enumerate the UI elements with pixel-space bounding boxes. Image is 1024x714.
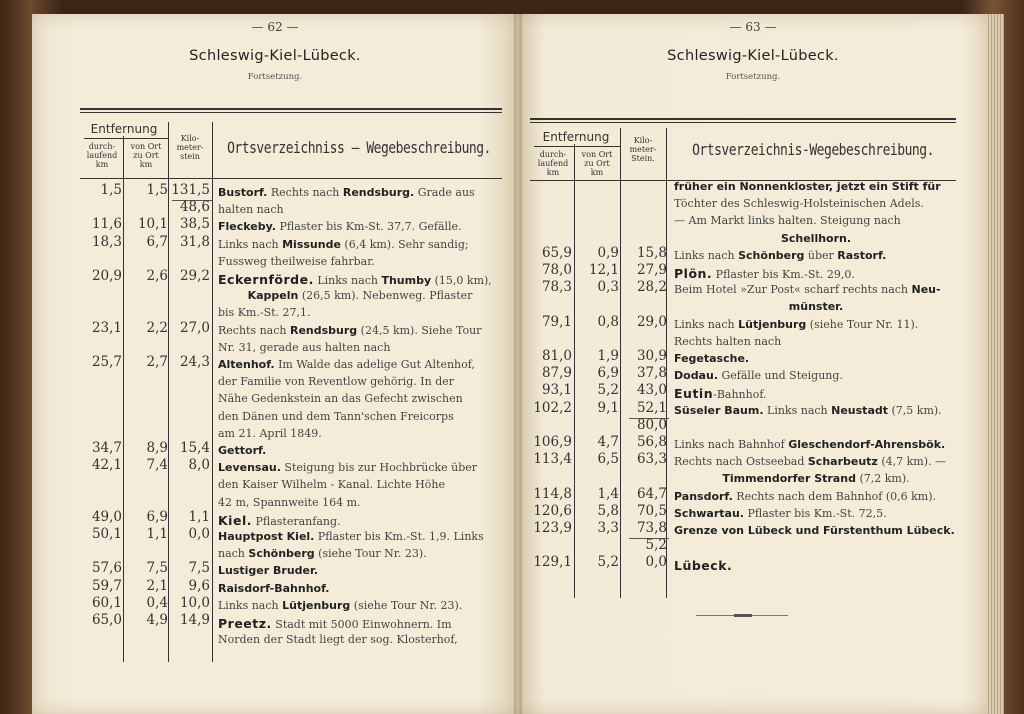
header-top-rule xyxy=(530,118,956,120)
place-name: Fegetasche. xyxy=(674,352,750,365)
end-ornament-center xyxy=(734,614,752,617)
place-name: Kiel. xyxy=(218,512,252,528)
place-name: Lustiger Bruder. xyxy=(218,564,319,578)
distance-a: 20,9 xyxy=(91,268,122,284)
text-segment: (siehe Tour Nr. 23). xyxy=(350,598,463,612)
route-description xyxy=(674,283,941,296)
header-kilometerstein: Kilo- meter- Stein. xyxy=(629,136,657,163)
page-title: Schleswig-Kiel-Lübeck. xyxy=(667,48,839,64)
distance-b: 4,9 xyxy=(146,612,168,628)
header-bottom-rule xyxy=(80,178,502,179)
route-description-continued xyxy=(674,197,924,210)
text-segment: (24,5 km). Siehe Tour xyxy=(357,323,482,337)
column-divider xyxy=(212,122,213,662)
distance-c: 15,4 xyxy=(179,440,210,456)
distance-a: 114,8 xyxy=(533,485,572,502)
distance-b: 6,9 xyxy=(146,508,168,525)
text-segment: Töchter des Schleswig-Holsteinischen Adels. xyxy=(674,197,924,211)
text-segment: bis Km.-St. 27,1. xyxy=(218,306,311,320)
text-segment: den Dänen und dem Tann'schen Freicorps xyxy=(218,409,454,423)
text-segment: (4,7 km). — xyxy=(877,455,946,469)
text-segment: Links nach xyxy=(674,317,739,331)
distance-b: 2,7 xyxy=(146,354,168,370)
route-description xyxy=(218,599,462,612)
route-description-continued xyxy=(674,335,781,348)
distance-c: 28,2 xyxy=(636,279,667,296)
distance-b: 5,8 xyxy=(597,502,619,519)
text-segment: Steigung bis zur Hochbrücke über xyxy=(280,461,478,475)
route-description-continued xyxy=(218,410,454,423)
route-description xyxy=(218,272,492,287)
distance-b: 5,2 xyxy=(597,382,619,399)
place-name: Schönberg xyxy=(738,248,805,262)
distance-b: 6,7 xyxy=(146,233,168,250)
distance-b: 0,4 xyxy=(146,594,168,611)
route-description xyxy=(674,318,918,331)
header-top-rule xyxy=(80,108,502,110)
text-segment: (siehe Tour Nr. 11). xyxy=(806,317,919,331)
place-name: Neustadt xyxy=(831,403,888,417)
distance-c2: 5,2 xyxy=(645,537,667,554)
distance-c2: 48,6 xyxy=(179,199,210,216)
place-name: Rendsburg. xyxy=(342,186,415,199)
route-description-continued xyxy=(218,289,502,302)
text-segment: -Bahnhof. xyxy=(713,388,767,402)
place-name: Hauptpost Kiel. xyxy=(218,530,315,543)
text-segment: Pflaster bis Km.-St. 72,5. xyxy=(743,506,887,520)
distance-c2: 80,0 xyxy=(636,416,667,433)
route-description-continued xyxy=(674,472,958,485)
text-segment: Rechts halten nach xyxy=(674,334,782,348)
distance-c: 30,9 xyxy=(636,348,667,364)
distance-a: 42,1 xyxy=(91,457,122,474)
route-description-continued xyxy=(674,300,958,313)
place-name: Fleckeby. xyxy=(218,220,276,234)
distance-c: 38,5 xyxy=(179,216,210,233)
text-segment: Pflaster bis Km.-St. 1,9. Links xyxy=(314,530,484,543)
place-name: Levensau. xyxy=(218,461,281,475)
route-description xyxy=(218,186,475,199)
distance-b: 1,9 xyxy=(597,348,619,364)
route-description-continued xyxy=(674,214,901,227)
header-von-ort: von Ort zu Ort km xyxy=(130,142,162,169)
text-segment: über xyxy=(804,248,838,262)
text-segment: 42 m, Spannweite 164 m. xyxy=(218,495,361,509)
book-gutter xyxy=(514,14,522,714)
place-name: Gleschendorf-Ahrensbök. xyxy=(788,438,946,451)
text-segment: Links nach xyxy=(218,237,283,251)
text-segment: (siehe Tour Nr. 23). xyxy=(314,547,427,561)
place-name: münster. xyxy=(788,300,844,314)
text-segment: Im Walde das adelige Gut Altenhof, xyxy=(274,358,475,371)
route-description xyxy=(674,438,945,451)
route-description-continued xyxy=(674,232,958,245)
distance-c: 27,0 xyxy=(179,319,210,336)
entfernung-rule xyxy=(534,146,620,147)
distance-b: 1,5 xyxy=(146,182,168,198)
text-segment: Pflaster bis Km-St. 37,7. Gefälle. xyxy=(275,220,462,234)
distance-b: 1,1 xyxy=(146,526,168,542)
distance-b: 6,5 xyxy=(597,451,619,468)
distance-c: 15,8 xyxy=(636,244,667,261)
distance-c: 43,0 xyxy=(636,382,667,399)
distance-a: 11,6 xyxy=(91,216,122,233)
distance-a: 123,9 xyxy=(533,520,572,536)
route-description-continued xyxy=(218,633,458,646)
distance-a: 50,1 xyxy=(91,526,122,542)
place-name: Missunde xyxy=(282,237,341,251)
distance-a: 93,1 xyxy=(541,382,572,399)
distance-a: 57,6 xyxy=(91,560,122,577)
distance-a: 1,5 xyxy=(100,182,122,198)
distance-a: 102,2 xyxy=(533,399,572,416)
place-name: Lütjenburg xyxy=(738,317,807,331)
route-description xyxy=(218,220,462,233)
distance-b: 5,2 xyxy=(597,554,619,571)
distance-c: 37,8 xyxy=(636,365,667,382)
text-segment: Links nach xyxy=(674,248,739,262)
text-segment: Beim Hotel »Zur Post« scharf rechts nach xyxy=(674,283,912,297)
distance-b: 2,2 xyxy=(146,319,168,336)
route-description xyxy=(674,266,855,281)
route-description xyxy=(674,404,942,417)
route-description xyxy=(674,180,941,193)
distance-c: 1,1 xyxy=(188,508,210,525)
place-name: Schwartau. xyxy=(674,506,744,520)
distance-b: 6,9 xyxy=(597,365,619,382)
place-name: Eutin xyxy=(674,386,714,402)
distance-c: 29,2 xyxy=(179,268,210,284)
place-name: Neu- xyxy=(911,283,941,297)
distance-c: 52,1 xyxy=(636,399,667,416)
route-description xyxy=(674,352,749,365)
route-description xyxy=(674,490,936,503)
distance-b: 0,3 xyxy=(597,279,619,296)
text-segment: am 21. April 1849. xyxy=(218,426,322,440)
distance-b: 2,1 xyxy=(146,577,168,594)
entfernung-rule xyxy=(84,138,168,139)
distance-a: 34,7 xyxy=(91,440,122,456)
route-description-continued xyxy=(218,478,445,491)
header-durchlaufend: durch- laufend km xyxy=(537,150,569,177)
distance-c: 31,8 xyxy=(179,233,210,250)
distance-a: 65,9 xyxy=(541,244,572,261)
place-name: Preetz. xyxy=(218,616,272,631)
route-description xyxy=(674,386,767,401)
distance-c: 0,0 xyxy=(645,554,667,571)
route-description-continued xyxy=(218,255,375,268)
route-description-continued xyxy=(218,496,361,509)
distance-c: 0,0 xyxy=(188,526,210,542)
route-description-continued xyxy=(218,306,311,319)
distance-a: 65,0 xyxy=(91,612,122,628)
route-description xyxy=(218,358,475,371)
place-name: Thumby xyxy=(381,274,432,287)
distance-a: 106,9 xyxy=(533,434,572,450)
route-description-continued xyxy=(218,392,463,405)
distance-c: 29,0 xyxy=(636,313,667,330)
text-segment: Stadt mit 5000 Einwohnern. Im xyxy=(271,618,452,631)
text-segment: Links nach Bahnhof xyxy=(674,438,789,451)
text-segment: Gefälle und Steigung. xyxy=(718,369,843,383)
text-segment: Norden der Stadt liegt der sog. Klosterhof, xyxy=(218,633,458,647)
distance-b: 8,9 xyxy=(146,440,168,456)
distance-c: 9,6 xyxy=(188,577,210,594)
text-segment: Pflasteranfang. xyxy=(251,514,341,528)
route-description xyxy=(218,444,266,457)
page-stack-edge xyxy=(986,14,1004,714)
route-description-continued xyxy=(218,375,454,388)
place-name: Scharbeutz xyxy=(807,455,878,469)
distance-a: 25,7 xyxy=(91,354,122,370)
distance-c: 7,5 xyxy=(188,560,210,577)
header-durchlaufend: durch- laufend km xyxy=(86,142,118,169)
place-name: Schönberg xyxy=(248,547,315,561)
place-name: Lübeck. xyxy=(674,558,733,574)
route-description-continued xyxy=(218,341,390,354)
page-subtitle: Fortsetzung. xyxy=(725,72,781,82)
distance-a: 49,0 xyxy=(91,508,122,525)
route-description xyxy=(674,249,886,262)
distance-a: 113,4 xyxy=(533,451,572,468)
distance-c: 56,8 xyxy=(636,434,667,450)
route-description xyxy=(674,455,946,468)
text-segment: Rechts nach xyxy=(218,323,290,337)
route-description-continued xyxy=(218,203,284,216)
text-segment: Links nach xyxy=(763,403,832,417)
header-description: Ortsverzeichnis-Wegebeschreibung. xyxy=(692,141,934,160)
text-segment: Rechts nach xyxy=(267,186,343,199)
route-description-continued xyxy=(218,427,322,440)
text-segment: Rechts nach Ostseebad xyxy=(674,455,808,469)
distance-a: 79,1 xyxy=(541,313,572,330)
place-name: früher ein Nonnenkloster, jetzt ein Stift für xyxy=(674,180,941,193)
header-top-rule-thin xyxy=(530,122,956,123)
distance-c: 24,3 xyxy=(179,354,210,370)
text-segment: (26,5 km). Nebenweg. Pflaster xyxy=(298,289,473,303)
header-kilometerstein: Kilo- meter- stein xyxy=(176,134,204,161)
text-segment: (15,0 km), xyxy=(431,274,492,287)
route-description-continued xyxy=(218,547,427,560)
distance-c: 27,9 xyxy=(636,262,667,278)
place-name: Rastorf. xyxy=(837,248,887,262)
header-von-ort: von Ort zu Ort km xyxy=(581,150,613,177)
text-segment: Pflaster bis Km.-St. 29,0. xyxy=(712,268,855,281)
place-name: Grenze von Lübeck und Fürstenthum Lübeck. xyxy=(674,524,955,537)
route-description xyxy=(218,530,484,543)
text-segment: Links nach xyxy=(313,274,382,287)
distance-a: 120,6 xyxy=(533,502,572,519)
text-segment: der Familie von Reventlow gehörig. In der xyxy=(218,375,455,389)
distance-b: 7,4 xyxy=(146,457,168,474)
text-segment: (6,4 km). Sehr sandig; xyxy=(340,237,469,251)
page-number: — 63 — xyxy=(729,20,777,34)
distance-c: 70,5 xyxy=(636,502,667,519)
distance-a: 23,1 xyxy=(91,319,122,336)
distance-b: 12,1 xyxy=(588,262,619,278)
distance-b: 1,4 xyxy=(597,485,619,502)
route-description xyxy=(674,369,843,382)
page-title: Schleswig-Kiel-Lübeck. xyxy=(189,48,361,64)
text-segment: Nähe Gedenkstein an das Gefecht zwischen xyxy=(218,392,463,406)
place-name: Raisdorf-Bahnhof. xyxy=(218,581,330,595)
distance-c: 64,7 xyxy=(636,485,667,502)
header-entfernung: Entfernung xyxy=(90,122,158,136)
route-description xyxy=(218,564,318,577)
left-page xyxy=(32,14,518,714)
text-segment: den Kaiser Wilhelm - Kanal. Lichte Höhe xyxy=(218,478,445,492)
text-segment: Nr. 31, gerade aus halten nach xyxy=(218,340,391,354)
header-entfernung: Entfernung xyxy=(542,130,610,144)
place-name: Süseler Baum. xyxy=(674,403,764,417)
place-name: Dodau. xyxy=(674,369,718,383)
page-number: — 62 — xyxy=(251,20,299,34)
distance-c: 73,8 xyxy=(636,520,667,536)
route-description xyxy=(674,507,887,520)
distance-c: 10,0 xyxy=(179,594,210,611)
distance-a: 60,1 xyxy=(91,594,122,611)
route-description xyxy=(218,461,477,474)
place-name: Lütjenburg xyxy=(282,598,351,612)
text-segment: (7,2 km). xyxy=(855,472,910,486)
route-description xyxy=(674,524,955,537)
route-description xyxy=(218,324,481,337)
place-name: Plön. xyxy=(674,266,713,281)
header-description: Ortsverzeichniss — Wegebeschreibung. xyxy=(227,139,491,158)
distance-c: 14,9 xyxy=(179,612,210,628)
distance-c: 63,3 xyxy=(636,451,667,468)
distance-a: 87,9 xyxy=(541,365,572,382)
distance-a: 129,1 xyxy=(533,554,572,571)
place-name: Bustorf. xyxy=(218,186,268,199)
distance-a: 78,0 xyxy=(541,262,572,278)
right-page xyxy=(518,14,988,714)
place-name: Timmendorfer Strand xyxy=(722,472,856,486)
distance-b: 9,1 xyxy=(597,399,619,416)
text-segment: Grade aus xyxy=(414,186,475,199)
place-name: Gettorf. xyxy=(218,444,267,457)
distance-c: 8,0 xyxy=(188,457,210,474)
route-description xyxy=(674,558,732,573)
distance-b: 7,5 xyxy=(146,560,168,577)
distance-b: 4,7 xyxy=(597,434,619,450)
distance-b: 2,6 xyxy=(146,268,168,284)
distance-a: 59,7 xyxy=(91,577,122,594)
text-segment: Links nach xyxy=(218,598,283,612)
place-name: Rendsburg xyxy=(289,323,358,337)
place-name: Pansdorf. xyxy=(674,489,733,503)
place-name: Altenhof. xyxy=(218,358,275,371)
distance-a: 81,0 xyxy=(541,348,572,364)
route-description xyxy=(218,513,341,528)
route-description xyxy=(218,238,469,251)
text-segment: nach xyxy=(218,547,249,561)
header-top-rule-thin xyxy=(80,112,502,113)
distance-b: 0,8 xyxy=(597,313,619,330)
distance-a: 18,3 xyxy=(91,233,122,250)
text-segment: — Am Markt links halten. Steigung nach xyxy=(674,214,901,228)
distance-a: 78,3 xyxy=(541,279,572,296)
text-segment: Fussweg theilweise fahrbar. xyxy=(218,254,375,268)
distance-b: 3,3 xyxy=(597,520,619,536)
text-segment: halten nach xyxy=(218,203,284,217)
place-name: Kappeln xyxy=(247,289,299,303)
text-segment: Rechts nach dem Bahnhof (0,6 km). xyxy=(732,489,937,503)
distance-b: 0,9 xyxy=(597,244,619,261)
place-name: Schellhorn. xyxy=(780,231,852,245)
distance-b: 10,1 xyxy=(137,216,168,233)
place-name: Eckernförde. xyxy=(218,272,314,287)
text-segment: (7,5 km). xyxy=(888,403,942,417)
page-subtitle: Fortsetzung. xyxy=(247,72,303,82)
route-description xyxy=(218,582,329,595)
route-description xyxy=(218,616,452,631)
distance-c: 131,5 xyxy=(171,182,210,198)
